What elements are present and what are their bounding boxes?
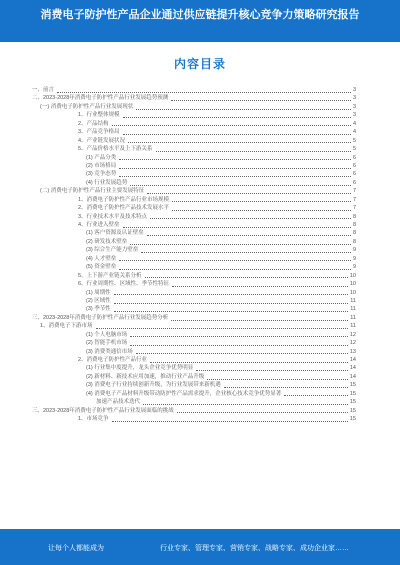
toc-entry[interactable]	[30, 246, 356, 254]
toc-entry[interactable]	[30, 331, 356, 339]
toc-entry-label: 5、上下游产业链关系分析	[78, 272, 142, 279]
toc-entry[interactable]	[30, 314, 356, 322]
toc-entry[interactable]	[30, 170, 356, 178]
toc-entry[interactable]	[30, 187, 356, 195]
toc-entry[interactable]	[30, 204, 356, 212]
toc-leader-dots	[128, 138, 351, 143]
toc-entry[interactable]	[30, 390, 356, 398]
toc-entry-label: (一) 消费电子防护性产品行业发展现状	[40, 103, 134, 110]
toc-entry-label: 4、产业链发展状况	[78, 137, 126, 144]
toc-entry[interactable]	[30, 381, 356, 389]
toc-entry-page: 14	[349, 365, 356, 372]
toc-entry-page: 13	[349, 348, 356, 355]
toc-entry-label: 5、产品价格水平及上下游关系	[78, 146, 153, 153]
toc-entry-label: (2) 智能手机市场	[86, 340, 128, 347]
toc-entry-label: 2、消费电子防护性产品行业	[78, 357, 148, 363]
toc-entry-label: 4、行业进入壁垒	[78, 222, 120, 228]
toc-entry-page: 7	[352, 188, 356, 195]
toc-leader-dots	[96, 324, 349, 329]
toc-entry-label: (4) 行业发展趋势	[86, 179, 128, 186]
toc-leader-dots	[150, 358, 348, 363]
toc-leader-dots	[172, 206, 351, 211]
toc-entry[interactable]	[30, 229, 356, 237]
toc-entry-page: 9	[352, 247, 356, 254]
toc-leader-dots	[224, 383, 348, 388]
toc-entry-page: 6	[352, 162, 356, 169]
toc-entry-page: 9	[352, 255, 356, 262]
toc-leader-dots	[130, 240, 351, 245]
toc-leader-dots	[207, 375, 348, 380]
toc-entry-page: 12	[349, 331, 356, 338]
toc-entry[interactable]	[30, 339, 356, 347]
footer-slogan-left: 让每个人都能成为	[48, 545, 104, 552]
toc-leader-dots	[150, 214, 351, 219]
toc-leader-dots	[130, 181, 351, 186]
toc-entry-page: 3	[352, 103, 356, 110]
toc-entry[interactable]	[30, 179, 356, 187]
toc-entry-label: (4) 消费电子产品材料升级带动防护性产品需求提升，企业核心技术竞争优势显著	[86, 390, 282, 397]
toc-entry-label: (二) 消费电子防护性产品行业主要发展特征	[40, 188, 145, 195]
toc-entry-page: 8	[352, 213, 356, 220]
toc-leader-dots	[114, 307, 349, 312]
toc-entry-page: 3	[352, 87, 356, 93]
toc-title: 内容目录	[173, 57, 226, 71]
toc-leader-dots	[136, 105, 351, 110]
toc-entry-page: 11	[350, 306, 356, 313]
toc-entry-label: (1) 周期性	[86, 289, 111, 296]
toc-entry-page: 8	[352, 230, 356, 237]
toc-entry-page: 14	[349, 373, 356, 380]
toc-entry-label: 加速产品技术迭代	[96, 399, 141, 406]
toc-leader-dots	[171, 96, 351, 101]
toc-entry-page: 4	[352, 120, 356, 127]
toc-entry[interactable]	[30, 255, 356, 263]
toc-entry[interactable]	[30, 120, 356, 128]
toc-entry[interactable]	[30, 407, 356, 415]
toc-leader-dots	[141, 248, 351, 253]
toc-leader-dots	[57, 88, 351, 93]
toc-entry-label: (3) 综合生产能力壁垒	[86, 247, 139, 254]
toc-leader-dots	[112, 121, 351, 126]
toc-entry-label: 3、行业技术水平及技术特点	[78, 213, 148, 220]
toc-entry-page: 12	[349, 340, 356, 347]
toc-leader-dots	[145, 273, 348, 278]
toc-entry-label: (2) 区域性	[86, 297, 111, 304]
toc-leader-dots	[119, 265, 351, 270]
toc-entry[interactable]	[30, 196, 356, 204]
toc-entry-page: 6	[352, 179, 356, 186]
toc-entry-label: 3、产品竞争格局	[78, 129, 120, 136]
toc-leader-dots	[119, 172, 351, 177]
toc-entry[interactable]	[30, 145, 356, 153]
toc-entry-page: 3	[352, 95, 356, 102]
toc-leader-dots	[130, 332, 348, 337]
toc-leader-dots	[123, 113, 351, 118]
toc-entry-label: (4) 人才壁垒	[86, 255, 117, 262]
toc-leader-dots	[171, 316, 348, 321]
toc-entry-label: 1、市场竞争	[78, 416, 109, 423]
toc-entry-label: (2) 研发技术壁垒	[86, 238, 128, 245]
toc-entry-page: 14	[349, 357, 356, 363]
toc-entry-label: (2) 新材料、新技术应用加速，推动行业产品升级	[86, 373, 205, 380]
toc-leader-dots	[114, 290, 348, 295]
footer-slogan-right: 行业专家、管理专家、营销专家、战略专家、成功企业家……	[160, 545, 349, 552]
toc-leader-dots	[147, 231, 351, 236]
toc-entry-label: 2、产品结构	[78, 120, 109, 127]
toc-leader-dots	[123, 223, 351, 228]
toc-leader-dots	[119, 256, 351, 261]
toc-leader-dots	[196, 366, 348, 371]
toc-entry-label: 1、行业整体规模	[78, 112, 120, 119]
toc-entry-page: 7	[352, 205, 356, 212]
toc-leader-dots	[112, 417, 348, 422]
toc-entry-label: 一、前言	[32, 87, 55, 93]
toc-entry-label: 1、消费电子防护性产品行业市场规模	[78, 196, 170, 203]
toc-entry[interactable]	[30, 364, 356, 372]
toc-leader-dots	[147, 189, 351, 194]
toc-entry[interactable]	[30, 398, 356, 406]
toc-entry[interactable]	[30, 86, 356, 94]
toc-leader-dots	[177, 408, 348, 413]
toc-entry-page: 5	[352, 146, 356, 153]
toc-leader-dots	[172, 282, 348, 287]
toc-entry[interactable]	[30, 356, 356, 364]
toc-leader-dots	[284, 391, 348, 396]
table-of-contents	[30, 86, 356, 424]
report-header	[0, 0, 400, 42]
toc-entry[interactable]	[30, 238, 356, 246]
toc-entry-page: 10	[349, 289, 356, 296]
toc-entry[interactable]	[30, 128, 356, 136]
toc-entry-page: 8	[352, 222, 356, 228]
toc-entry-label: (1) 客户资源及认证壁垒	[86, 230, 144, 237]
toc-entry-label: 三、2023-2028年消费电子防护性产品行业发展面临的挑战	[32, 407, 174, 414]
toc-entry-page: 6	[352, 154, 356, 161]
toc-entry[interactable]	[30, 373, 356, 381]
toc-entry-page: 15	[349, 382, 356, 389]
toc-leader-dots	[123, 130, 351, 135]
toc-leader-dots	[156, 147, 351, 152]
toc-entry-label: (1) 个人电脑市场	[86, 331, 128, 338]
toc-entry-label: (2) 市场格局	[86, 162, 117, 169]
toc-entry[interactable]	[30, 297, 356, 305]
toc-entry[interactable]	[30, 137, 356, 145]
toc-entry-label: 2、消费电子防护性产品技术发展水平	[78, 205, 170, 212]
toc-entry-page: 11	[350, 314, 356, 321]
toc-entry-page: 4	[352, 129, 356, 136]
toc-entry[interactable]	[30, 162, 356, 170]
toc-entry-page: 3	[352, 112, 356, 119]
toc-entry-label: (3) 竞争态势	[86, 171, 117, 178]
toc-entry-page: 10	[349, 281, 356, 288]
toc-entry-label: (3) 消费类通信市场	[86, 348, 133, 355]
toc-leader-dots	[119, 164, 351, 169]
toc-entry-page: 15	[349, 407, 356, 414]
toc-entry-label: (5) 资金壁垒	[86, 264, 117, 271]
toc-entry-page: 11	[350, 323, 356, 330]
toc-entry-page: 9	[352, 264, 356, 271]
toc-entry-page: 15	[349, 399, 356, 406]
toc-entry-label: 1、消费电子下游市场	[40, 323, 93, 330]
toc-leader-dots	[119, 155, 351, 160]
toc-leader-dots	[172, 197, 351, 202]
report-title: 消费电子防护性产品企业通过供应链提升核心竞争力策略研究报告	[40, 9, 360, 21]
toc-entry-label: 三、2023-2028年消费电子防护性产品行业发展趋势分析	[32, 314, 169, 321]
toc-leader-dots	[143, 400, 348, 405]
toc-leader-dots	[136, 349, 348, 354]
toc-entry[interactable]	[30, 263, 356, 271]
toc-entry-label: (1) 产品分类	[86, 154, 117, 161]
toc-entry-label: 6、行业周期性、区域性、季节性特征	[78, 281, 170, 288]
toc-entry-page: 5	[352, 137, 356, 144]
toc-entry[interactable]	[30, 280, 356, 288]
toc-leader-dots	[114, 299, 349, 304]
toc-entry-label: (3) 季节性	[86, 306, 111, 313]
toc-entry-page: 15	[349, 416, 356, 423]
toc-entry[interactable]	[30, 322, 356, 330]
toc-entry[interactable]	[30, 154, 356, 162]
toc-entry-page: 7	[352, 196, 356, 203]
toc-entry[interactable]	[30, 305, 356, 313]
toc-entry-page: 15	[349, 390, 356, 397]
toc-entry[interactable]	[30, 111, 356, 119]
toc-entry-page: 6	[352, 171, 356, 178]
toc-entry[interactable]	[30, 103, 356, 111]
toc-entry-label: (3) 消费电子行业持续创新升级，为行业发展带来新机遇	[86, 382, 221, 389]
toc-entry[interactable]	[30, 213, 356, 221]
toc-entry[interactable]	[30, 94, 356, 102]
toc-leader-dots	[130, 341, 348, 346]
toc-entry-label: 二、2023-2028年消费电子防护性产品行业发展趋势预测	[32, 95, 169, 102]
toc-entry-page: 11	[350, 297, 356, 304]
toc-entry[interactable]	[30, 415, 356, 423]
toc-entry-label: (1) 行业集中度提升，龙头企业竞争优势明显	[86, 365, 194, 372]
toc-entry[interactable]	[30, 348, 356, 356]
toc-entry-page: 10	[349, 272, 356, 279]
footer-bar	[0, 529, 400, 565]
toc-entry-page: 8	[352, 238, 356, 245]
toc-entry[interactable]	[30, 272, 356, 280]
toc-entry[interactable]	[30, 221, 356, 229]
toc-entry[interactable]	[30, 289, 356, 297]
